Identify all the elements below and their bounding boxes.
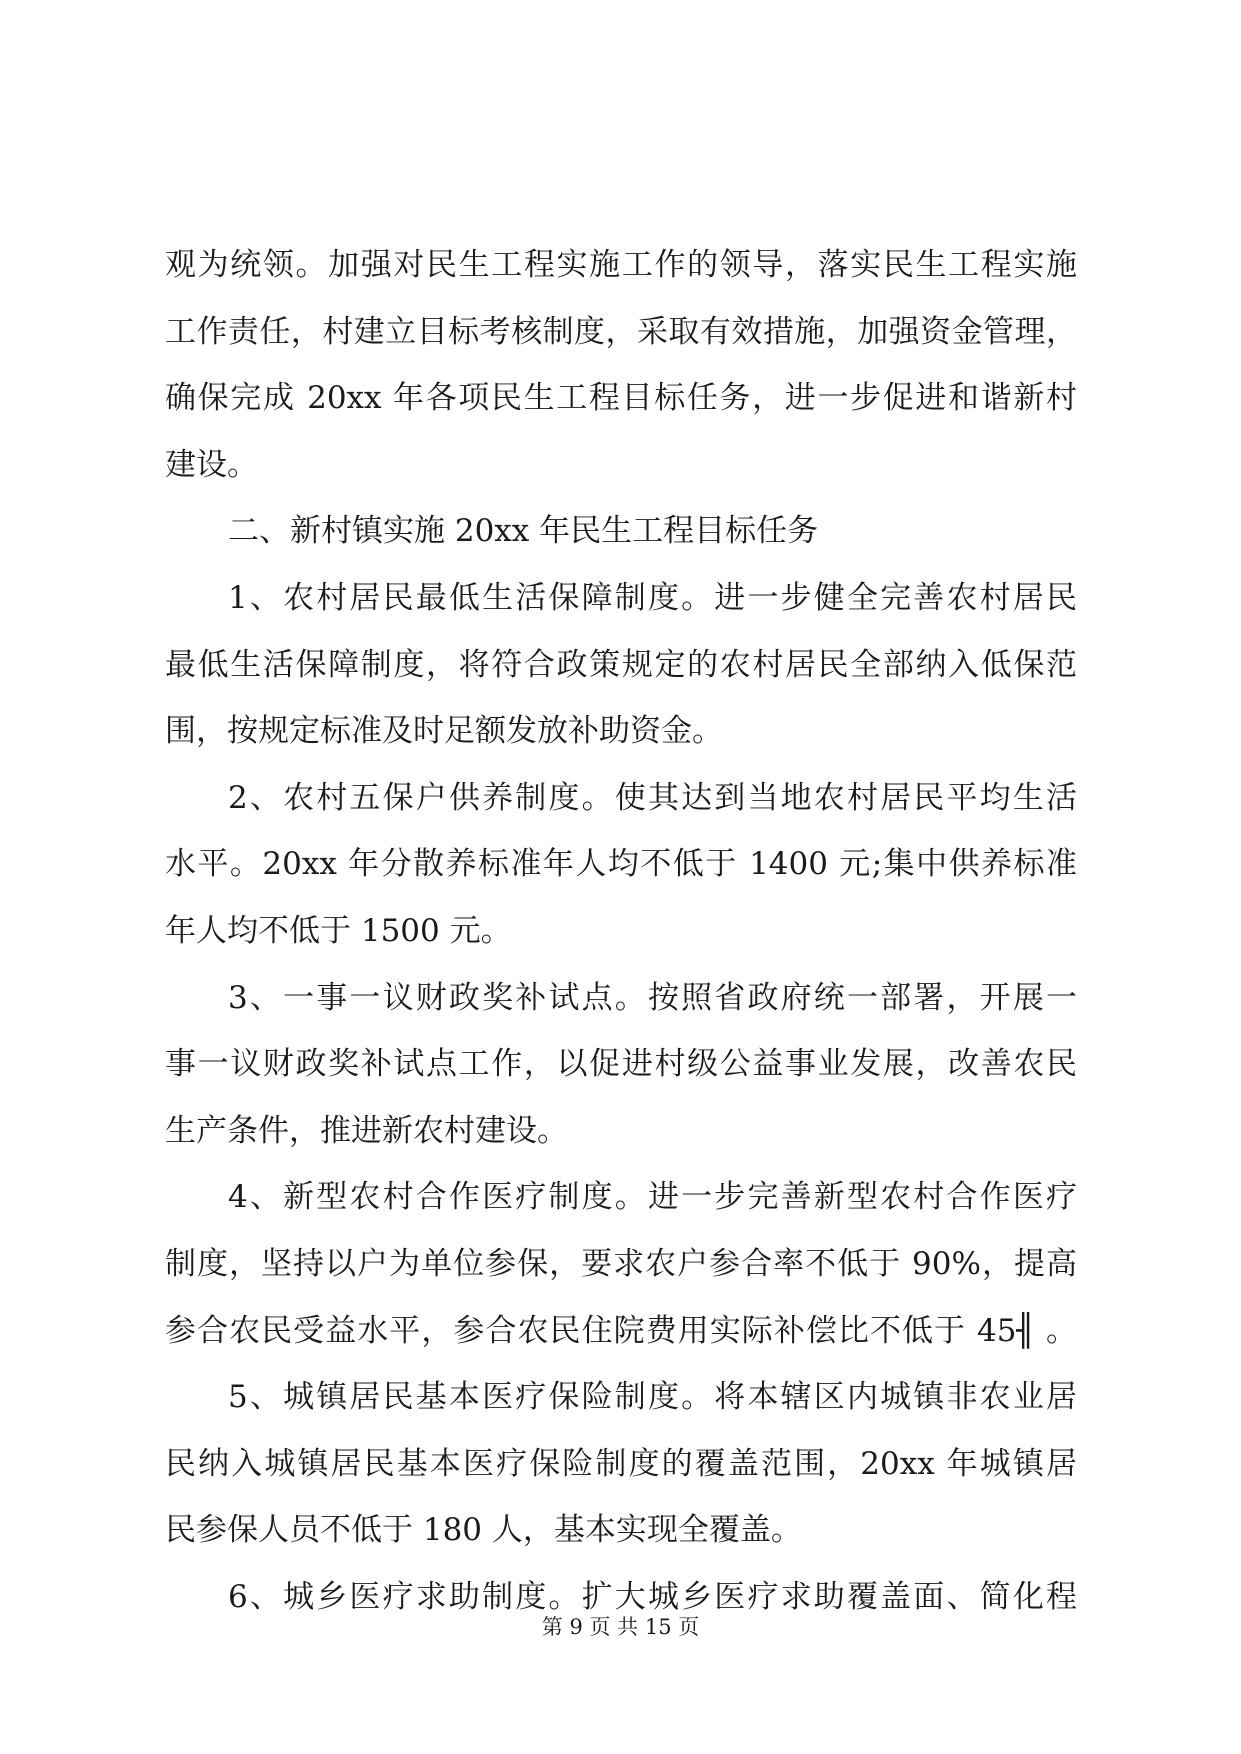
text-line: 围，按规定标准及时足额发放补助资金。 <box>165 713 723 750</box>
text-line: 建设。 <box>165 446 258 483</box>
text-line: 最低生活保障制度，将符合政策规定的农村居民全部纳入低保范 <box>165 646 1077 683</box>
text-line: 观为统领。加强对民生工程实施工作的领导，落实民生工程实施 <box>165 247 1077 283</box>
document-body <box>165 232 1077 1630</box>
text-line: 2、农村五保户供养制度。使其达到当地农村居民平均生活 <box>228 779 1077 816</box>
text-line: 参合农民受益水平，参合农民住院费用实际补偿比不低于 45╢ 。 <box>165 1312 1077 1349</box>
text-line: 事一议财政奖补试点工作，以促进村级公益事业发展，改善农民 <box>165 1046 1077 1083</box>
text-line: 制度，坚持以户为单位参保，要求农户参合率不低于 90%，提高 <box>165 1245 1077 1282</box>
text-line: 4、新型农村合作医疗制度。进一步完善新型农村合作医疗 <box>228 1179 1077 1216</box>
section-heading: 二、新村镇实施 20xx 年民生工程目标任务 <box>228 513 819 550</box>
text-line: 5、城镇居民基本医疗保险制度。将本辖区内城镇非农业居 <box>228 1379 1077 1416</box>
text-line: 3、一事一议财政奖补试点。按照省政府统一部署，开展一 <box>228 979 1077 1016</box>
text-line: 6、城乡医疗求助制度。扩大城乡医疗求助覆盖面、简化程 <box>228 1578 1077 1615</box>
text-line: 民参保人员不低于 180 人，基本实现全覆盖。 <box>165 1512 802 1549</box>
text-line: 工作责任，村建立目标考核制度，采取有效措施，加强资金管理， <box>165 313 1077 350</box>
text-line: 生产条件，推进新农村建设。 <box>165 1112 568 1149</box>
text-line: 确保完成 20xx 年各项民生工程目标任务，进一步促进和谐新村 <box>165 380 1077 417</box>
text-line: 1、农村居民最低生活保障制度。进一步健全完善农村居民 <box>228 579 1077 616</box>
text-line: 水平。20xx 年分散养标准年人均不低于 1400 元;集中供养标准 <box>165 846 1077 883</box>
text-line: 年人均不低于 1500 元。 <box>165 912 512 949</box>
text-line: 民纳入城镇居民基本医疗保险制度的覆盖范围，20xx 年城镇居 <box>165 1445 1077 1482</box>
page-footer: 第 9 页 共 15 页 <box>541 1615 700 1639</box>
